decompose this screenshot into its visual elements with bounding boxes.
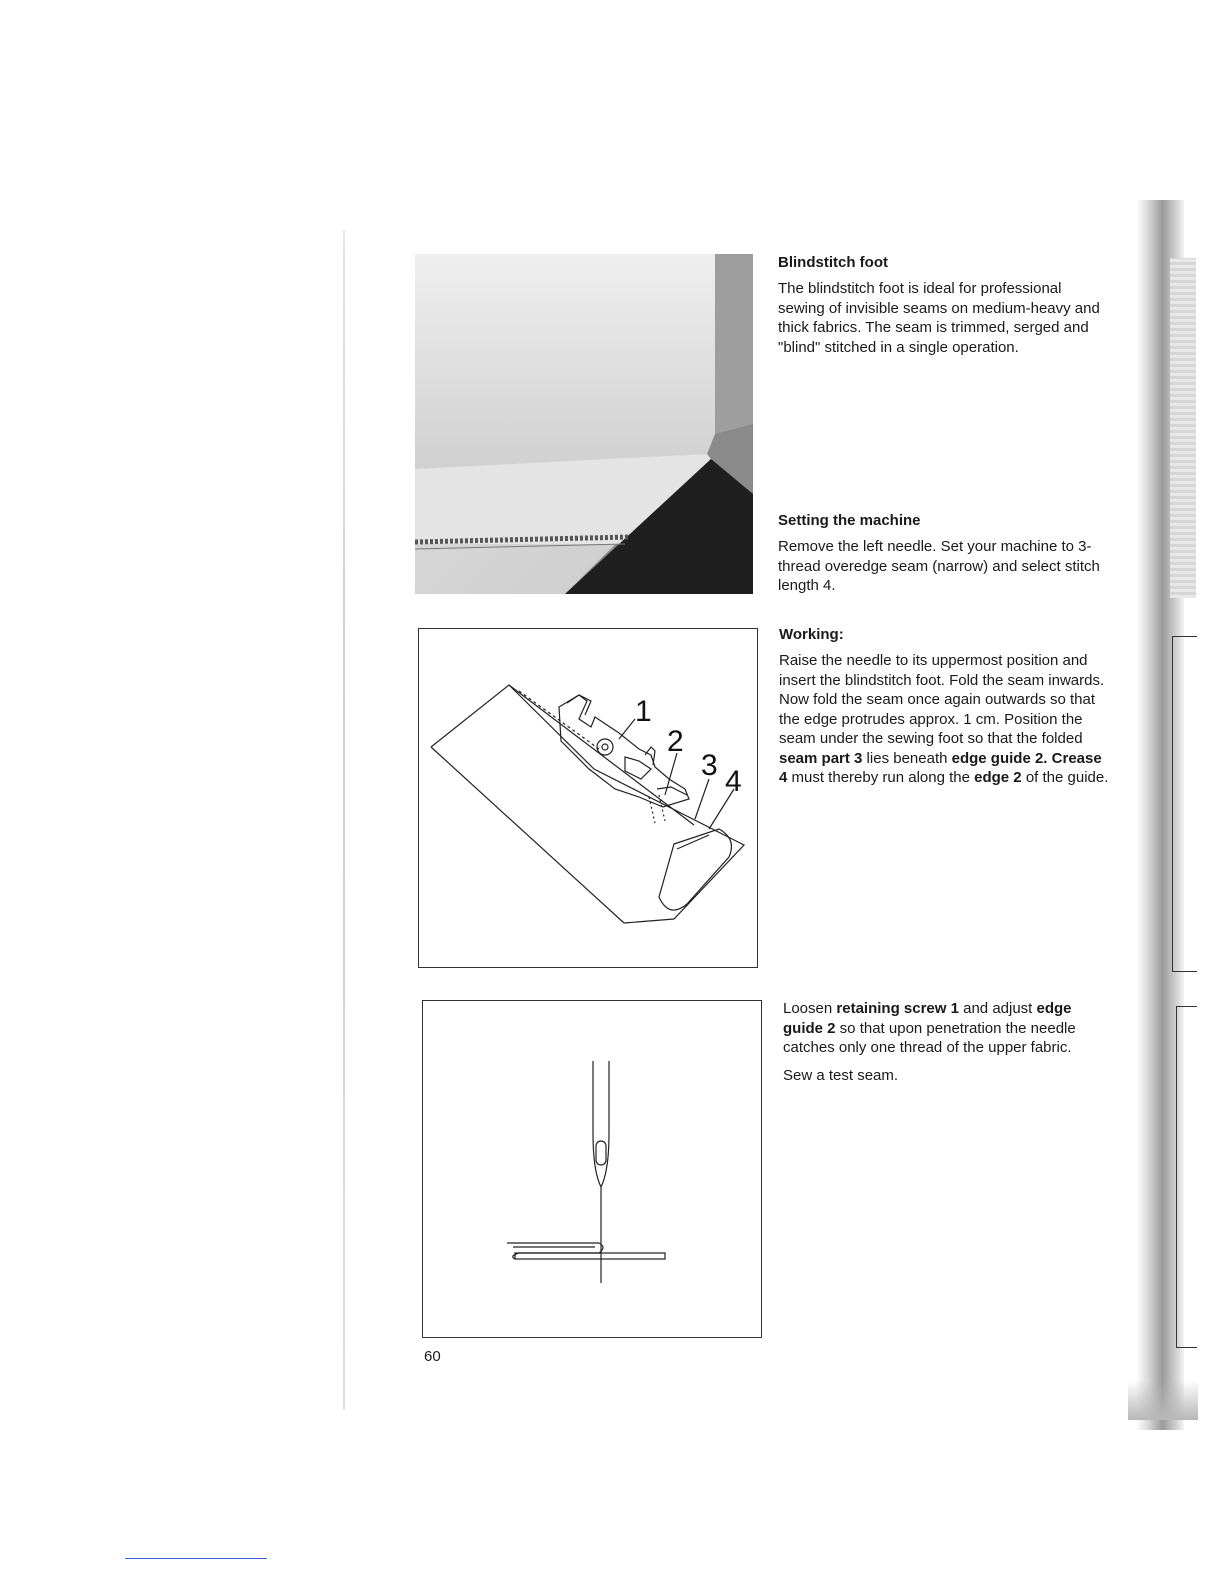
section-text: Raise the needle to its uppermost position and insert the blindstitch foot. Fold the seam inwards. Now fold the seam once again outwards so that the edge protrudes approx. 1 cm. Position the seam under the sewing foot so that the folded seam part 3 lies beneath edge guide 2. Crease 4 must thereby run along the edge 2 of the guide. bbox=[779, 652, 1109, 786]
blindstitch-foot-figure bbox=[418, 628, 758, 968]
adjust-section bbox=[783, 999, 1113, 1085]
label-2: 2 bbox=[667, 725, 684, 758]
next-page-figure-edge bbox=[1172, 636, 1197, 972]
label-1: 1 bbox=[635, 695, 652, 728]
next-page-figure-edge bbox=[1176, 1006, 1197, 1348]
section-text: Loosen retaining screw 1 and adjust edge guide 2 so that upon penetration the needle catches only one thread of the upper fabric. bbox=[783, 1000, 1076, 1056]
label-3: 3 bbox=[701, 749, 718, 782]
working-section bbox=[779, 626, 1109, 788]
next-page-photo-edge bbox=[1170, 258, 1196, 598]
label-4: 4 bbox=[725, 765, 742, 798]
section-text-2: Sew a test seam. bbox=[783, 1066, 899, 1084]
section-heading: Setting the machine bbox=[778, 512, 921, 529]
section-heading: Working: bbox=[779, 626, 844, 643]
footer-rule bbox=[125, 1558, 267, 1559]
blindstitch-foot-section bbox=[778, 254, 1108, 357]
page-number: 60 bbox=[424, 1348, 441, 1365]
seam-photo bbox=[415, 254, 753, 594]
book-binding-shadow-bottom bbox=[1128, 1380, 1198, 1420]
section-text: The blindstitch foot is ideal for professional sewing of invisible seams on medium-heavy and thick fabrics. The seam is trimmed, serged and "blind" stitched in a single operation. bbox=[778, 280, 1100, 356]
setting-machine-section bbox=[778, 512, 1108, 596]
section-heading: Blindstitch foot bbox=[778, 254, 888, 271]
scan-margin-line bbox=[343, 230, 345, 1410]
needle-figure bbox=[422, 1000, 762, 1338]
section-text: Remove the left needle. Set your machine to 3-thread overedge seam (narrow) and select stitch length 4. bbox=[778, 538, 1100, 594]
